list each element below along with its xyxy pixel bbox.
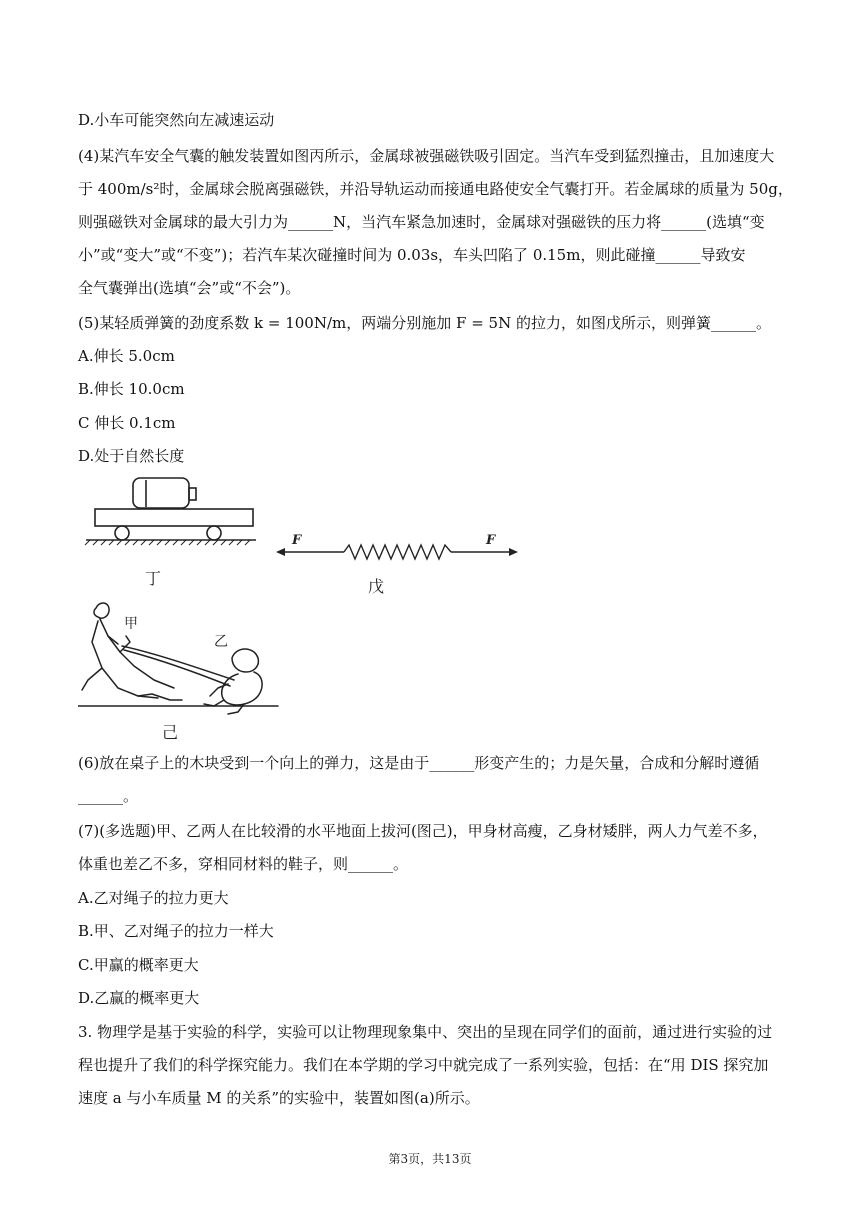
- text-line: (5)某轻质弹簧的劲度系数 k = 100N/m，两端分别施加 F = 5N 的拉力，如图戊所示，则弹簧______。: [78, 314, 771, 332]
- person-label-yi: 乙: [214, 634, 228, 650]
- text-line: A.乙对绳子的拉力更大: [78, 889, 229, 907]
- figure-ji: [78, 596, 284, 744]
- figure-ji-caption: 己: [162, 723, 179, 742]
- text-line: 体重也差乙不多，穿相同材料的鞋子，则______。: [78, 855, 409, 873]
- text-line: (6)放在桌子上的木块受到一个向上的弹力，这是由于______形变产生的；力是矢量，合成和分解时遵循: [78, 754, 760, 772]
- text-line: 速度 a 与小车质量 M 的关系”的实验中，装置如图(a)所示。: [78, 1089, 480, 1107]
- text-line: 小”或“变大”或“不变”)；若汽车某次碰撞时间为 0.03s，车头凹陷了 0.15m，则此碰撞______导致安: [78, 246, 746, 264]
- text-line: D.处于自然长度: [78, 447, 185, 465]
- figure-wu: [276, 526, 526, 598]
- text-line: 于 400m/s²时，金属球会脱离强磁铁，并沿导轨运动而接通电路使安全气囊打开。若金属球的质量为 50g，: [78, 180, 793, 198]
- text-line: 全气囊弹出(选填“会”或“不会”)。: [78, 279, 301, 297]
- text-line: 3. 物理学是基于实验的科学，实验可以让物理现象集中、突出的呈现在同学们的面前，通过进行实验的过: [78, 1023, 773, 1041]
- figure-ding: [80, 474, 270, 594]
- text-line: D.乙赢的概率更大: [78, 989, 200, 1007]
- text-line: B.甲、乙对绳子的拉力一样大: [78, 922, 274, 940]
- text-line: B.伸长 10.0cm: [78, 380, 185, 398]
- text-line: C.甲赢的概率更大: [78, 956, 199, 974]
- force-label-left: F: [292, 533, 302, 548]
- text-line: (7)(多选题)甲、乙两人在比较滑的水平地面上拔河(图己)，甲身材高瘦，乙身材矮胖，两人力气差不多，: [78, 822, 768, 840]
- page-footer: 第3页，共13页: [388, 1152, 472, 1166]
- text-line: A.伸长 5.0cm: [78, 347, 175, 365]
- text-line: ______。: [78, 787, 139, 805]
- force-label-right: F: [486, 533, 496, 548]
- figure-ding-caption: 丁: [145, 569, 162, 588]
- text-line: (4)某汽车安全气囊的触发装置如图丙所示，金属球被强磁铁吸引固定。当汽车受到猛烈撞击，且加速度大: [78, 147, 775, 165]
- text-line: 则强磁铁对金属球的最大引力为______N，当汽车紧急加速时，金属球对强磁铁的压力将______(选填“变: [78, 213, 765, 231]
- text-line: D.小车可能突然向左减速运动: [78, 111, 275, 129]
- person-label-jia: 甲: [124, 616, 138, 632]
- text-line: 程也提升了我们的科学探究能力。我们在本学期的学习中就完成了一系列实验，包括：在“用 DIS 探究加: [78, 1056, 769, 1074]
- text-line: C 伸长 0.1cm: [78, 414, 176, 432]
- figure-wu-caption: 戊: [368, 577, 385, 596]
